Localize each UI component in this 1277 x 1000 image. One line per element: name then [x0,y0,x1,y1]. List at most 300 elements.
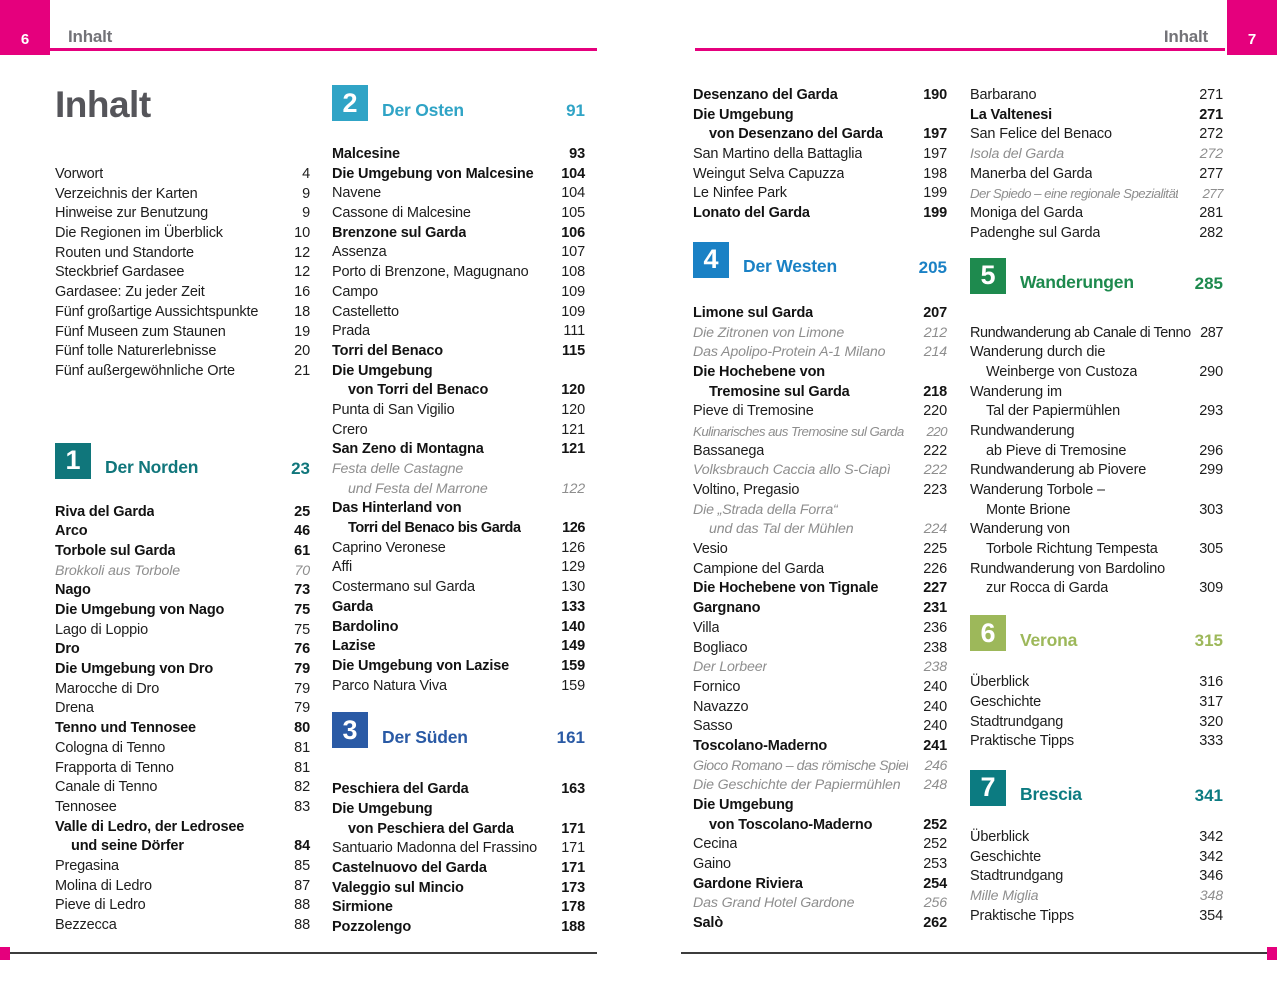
entry-title: und das Tal der Mühlen [709,521,854,538]
entry-page: 171 [561,820,585,837]
toc-entry [970,461,1223,481]
toc-entry [970,422,1223,442]
entry-page: 212 [923,324,947,341]
entry-page: 61 [294,542,310,559]
entry-title: Manerba del Garda [970,165,1093,182]
entry-title: Assenza [332,244,387,261]
entry-page: 207 [923,304,947,321]
chapter-number-box [970,615,1006,651]
entry-page: 277 [1199,165,1223,182]
footer-corner-block-right [1267,947,1277,960]
entry-title: Costermano sul Garda [332,579,475,596]
toc-entry [55,798,310,818]
toc-entry [970,442,1223,462]
entry-page: 238 [923,659,947,676]
entry-title: Fünf tolle Naturerlebnisse [55,343,217,360]
toc-entry [970,165,1223,185]
entry-page: 83 [294,798,310,815]
chapter-title: Der Norden [105,457,199,478]
toc-entry [55,283,310,303]
chapter-heading [55,443,310,479]
entry-title: Sirmione [332,899,393,916]
entry-page: 248 [923,777,947,794]
footer-rule-right [681,952,1267,954]
toc-entry [332,303,585,323]
toc-entry [332,480,585,500]
entry-page: 171 [561,860,585,876]
entry-title: Gaino [693,856,731,873]
entry-title: Pozzolengo [332,919,412,936]
toc-entry [55,699,310,719]
entry-title: Pieve di Tremosine [693,403,814,420]
toc-entry [55,542,310,562]
toc-entry [693,383,947,403]
entry-title: Caprino Veronese [332,539,446,556]
entry-title: Parco Natura Viva [332,677,447,694]
header-title-left: Inhalt [68,27,113,46]
toc-entry [332,859,585,879]
entry-title: Praktische Tipps [970,733,1074,750]
entry-page: 220 [923,403,947,420]
entry-page: 126 [561,539,585,556]
entry-title: ab Pieve di Tremosine [986,442,1127,459]
chapter-number-box [970,770,1006,806]
entry-title: Wanderung von [970,521,1070,538]
toc-entry [55,759,310,779]
toc-entry [332,421,585,441]
toc-title: Inhalt [55,84,151,125]
chapter-page: 91 [566,101,585,120]
toc-entry [332,440,585,460]
entry-title: Kulinarisches aus Tremosine sul Garda [693,423,904,439]
entry-title: Cassone di Malcesine [332,205,471,222]
entry-title: Der Spiedo – eine regionale Spezialität [970,186,1179,202]
entry-page: 271 [1199,106,1223,123]
toc-entry [970,887,1223,907]
entry-page: 316 [1199,674,1223,691]
toc-entry [55,778,310,798]
entry-title: Malcesine [332,146,400,162]
entry-title: Routen und Standorte [55,244,194,261]
entry-page: 88 [294,897,310,914]
toc-entry [332,224,585,244]
chapter-page: 341 [1194,785,1223,805]
entry-page: 87 [294,877,310,894]
toc-entry [55,224,310,244]
toc-entry [693,363,947,383]
toc-column-3 [693,86,947,934]
entry-title: Die Zitronen von Limone [693,324,845,341]
entry-title: Campione del Garda [693,560,825,577]
entry-title: Porto di Brenzone, Magugnano [332,264,529,281]
entry-page: 348 [1199,887,1223,904]
entry-page: 121 [561,421,585,438]
entry-title: La Valtenesi [970,106,1053,123]
entry-title: Torbole Richtung Tempesta [986,541,1158,558]
entry-title: Wanderung durch die [970,344,1106,361]
toc-entry [693,599,947,619]
entry-page: 342 [1199,828,1223,845]
toc-entry [332,558,585,578]
entry-page: 171 [561,840,585,857]
toc-entry [693,737,947,757]
entry-page: 84 [294,838,310,855]
entry-title: Lago di Loppio [55,621,149,638]
chapter-title: Der Süden [382,726,468,747]
toc-entry [332,401,585,421]
entry-title: Tremosine sul Garda [709,383,850,400]
toc-entry [332,618,585,638]
entry-title: Die Geschichte der Papiermühlen [693,777,901,794]
toc-column-2 [332,85,585,938]
toc-entry [693,402,947,422]
entry-title: Desenzano del Garda [693,87,838,103]
toc-entry [55,581,310,601]
entry-title: Tal der Papiermühlen [986,403,1121,420]
toc-entry [332,578,585,598]
entry-title: Weingut Selva Capuzza [693,165,845,182]
toc-entry [693,165,947,185]
entry-page: 354 [1199,907,1223,924]
toc-entry [332,165,585,185]
toc-entry [55,680,310,700]
entry-page: 9 [302,185,310,202]
entry-title: Fünf außergewöhnliche Orte [55,362,235,379]
entry-title: Die Umgebung von Malcesine [332,165,534,182]
entry-page: 240 [923,678,947,695]
entry-title: San Martino della Battaglia [693,146,863,163]
toc-entry [332,677,585,697]
entry-title: Prada [332,323,370,340]
toc-entry [55,562,310,582]
toc-entry [332,800,585,820]
entry-page: 299 [1199,462,1223,479]
entry-page: 226 [923,560,947,577]
entry-page: 109 [561,303,585,320]
entry-title: Moniga del Garda [970,205,1083,222]
entry-page: 199 [923,185,947,202]
toc-entry [693,698,947,718]
entry-page: 20 [294,343,310,360]
entry-page: 19 [294,323,310,340]
toc-entry [970,383,1223,403]
toc-entry [332,381,585,401]
entry-page: 197 [923,146,947,163]
entry-title: Navene [332,185,382,202]
entry-title: Gardasee: Zu jeder Zeit [55,284,205,301]
toc-entry [55,857,310,877]
toc-entry [332,898,585,918]
entry-title: Die Umgebung von Lazise [332,657,510,674]
toc-entry [332,283,585,303]
chapter-page: 161 [556,728,585,748]
entry-title: Castelletto [332,303,399,320]
entry-page: 225 [923,541,947,558]
entry-page: 80 [294,720,310,737]
toc-entry [970,828,1223,848]
entry-title: Padenghe sul Garda [970,224,1101,241]
chapter-number-box [332,85,368,121]
entry-page: 120 [561,401,585,418]
toc-entry [970,713,1223,733]
toc-entry [332,322,585,342]
entry-title: Valle di Ledro, der Ledrosee [55,818,245,835]
entry-page: 240 [923,698,947,715]
entry-title: Frapporta di Tenno [55,759,174,776]
entry-page: 224 [923,521,947,538]
entry-title: Fünf Museen zum Staunen [55,323,226,340]
toc-entry [332,879,585,899]
entry-page: 79 [294,661,310,678]
entry-page: 227 [923,580,947,597]
entry-page: 12 [294,244,310,261]
entry-page: 4 [302,166,310,182]
toc-entry [693,796,947,816]
entry-page: 12 [294,264,310,281]
toc-entry [693,324,947,344]
toc-entry [693,106,947,126]
toc-entry [970,184,1223,204]
toc-entry [970,204,1223,224]
entry-title: Monte Brione [986,501,1071,518]
entry-title: Isola del Garda [970,146,1064,163]
chapter-number: 1 [65,445,81,476]
entry-page: 222 [923,442,947,459]
entry-title: San Zeno di Montagna [332,441,484,458]
toc-column-4 [970,86,1223,926]
entry-page: 108 [561,264,585,281]
footer-rule-left [10,952,597,954]
entry-page: 252 [923,816,947,833]
toc-entry [970,481,1223,501]
entry-title: Bassanega [693,442,765,459]
chapter-heading [970,770,1223,806]
entry-page: 309 [1199,580,1223,597]
entry-page: 104 [561,185,585,202]
toc-entry [693,835,947,855]
entry-page: 178 [561,899,585,916]
toc-entry [970,145,1223,165]
toc-entry [55,739,310,759]
entry-title: Barbarano [970,87,1037,103]
entry-title: Gioco Romano – das römische Spiel [693,757,909,774]
chapter-page: 285 [1194,273,1223,293]
entry-page: 70 [294,562,310,579]
entry-title: Die Umgebung [693,797,794,813]
toc-entry [970,501,1223,521]
entry-title: Wanderung im [970,383,1062,400]
entry-title: Toscolano-Maderno [693,737,828,754]
toc-entry [970,732,1223,752]
entry-title: Festa delle Castagne [332,461,464,477]
toc-entry [970,907,1223,927]
toc-entry [693,894,947,914]
toc-entry [55,837,310,857]
toc-entry [693,855,947,875]
chapter-number-box [55,443,91,479]
chapter-title: Verona [1020,629,1078,650]
chapter-number: 4 [703,244,719,275]
entry-page: 173 [561,879,585,896]
entry-title: Castelnuovo del Garda [332,860,487,876]
page-number-left: 6 [0,0,50,55]
entry-title: Das Apolipo-Protein A-1 Milano [693,344,886,361]
entry-title: von Desenzano del Garda [709,126,883,143]
entry-page: 254 [923,875,947,892]
entry-page: 241 [923,737,947,754]
toc-entry [693,717,947,737]
entry-page: 256 [923,895,947,912]
entry-page: 159 [561,657,585,674]
toc-entry [332,637,585,657]
entry-title: Das Grand Hotel Gardone [693,895,855,912]
entry-page: 76 [294,641,310,658]
entry-title: Limone sul Garda [693,304,814,321]
entry-page: 199 [923,205,947,222]
entry-title: Peschiera del Garda [332,781,469,798]
entry-title: Tenno und Tennosee [55,720,196,737]
toc-entry [970,363,1223,383]
entry-page: 272 [1199,146,1223,163]
chapter-title: Wanderungen [1020,272,1134,292]
entry-page: 240 [923,718,947,735]
toc-entry [55,323,310,343]
toc-entry [332,820,585,840]
entry-page: 10 [294,225,310,242]
entry-page: 115 [562,342,585,359]
entry-page: 223 [923,482,947,498]
toc-entry [332,362,585,382]
entry-page: 159 [561,677,585,694]
toc-entry [970,224,1223,244]
entry-title: Brenzone sul Garda [332,224,467,241]
toc-entry [55,522,310,542]
toc-entry [55,916,310,936]
entry-page: 296 [1199,442,1223,459]
entry-title: Lazise [332,638,376,655]
toc-entry [693,461,947,481]
entry-page: 198 [923,165,947,182]
toc-entry [693,560,947,580]
toc-entry [693,442,947,462]
toc-entry [55,303,310,323]
toc-entry [693,678,947,698]
entry-page: 277 [1202,186,1223,202]
entry-title: Die Umgebung von Dro [55,661,214,678]
chapter-number: 3 [342,714,358,745]
toc-entry [55,204,310,224]
entry-title: Torri del Benaco bis Garda [348,520,521,537]
toc-entry [970,693,1223,713]
entry-page: 75 [294,602,310,618]
entry-title: Mille Miglia [970,887,1039,904]
toc-entry [693,757,947,777]
toc-entry [970,106,1223,126]
chapter-page: 315 [1194,631,1223,651]
entry-title: Die „Strada della Forra“ [693,501,838,518]
entry-title: Garda [332,598,374,615]
toc-entry [332,499,585,519]
entry-title: Dro [55,641,80,658]
entry-page: 149 [561,638,585,655]
entry-page: 342 [1199,848,1223,865]
entry-title: Fünf großartige Aussichtspunkte [55,303,259,320]
toc-entry [693,579,947,599]
chapter-page: 23 [291,458,310,478]
entry-page: 109 [561,283,585,300]
entry-title: Lonato del Garda [693,205,810,222]
toc-entry [55,503,310,523]
entry-title: Stadtrundgang [970,868,1064,885]
entry-page: 104 [561,165,585,182]
entry-title: Arco [55,523,88,540]
toc-entry [55,342,310,362]
entry-title: Salò [693,915,724,932]
entry-title: Punta di San Vigilio [332,401,455,418]
entry-title: Die Hochebene von [693,363,826,380]
toc-entry [55,165,310,185]
toc-entry [693,145,947,165]
entry-page: 81 [294,759,310,776]
entry-page: 85 [294,857,310,874]
toc-entry [693,481,947,501]
entry-title: Verzeichnis der Karten [55,185,198,202]
entry-title: San Felice del Benaco [970,126,1112,143]
toc-entry [55,818,310,838]
toc-entry [970,540,1223,560]
entry-title: Campo [332,283,378,300]
toc-entry [970,560,1223,580]
entry-title: Villa [693,619,720,636]
entry-page: 107 [561,244,585,261]
entry-page: 122 [561,480,585,497]
toc-entry [970,86,1223,106]
entry-title: Tennosee [55,798,117,815]
entry-page: 220 [926,423,947,439]
spacer [55,382,310,428]
chapter-number-box [332,712,368,748]
entry-page: 190 [923,87,947,103]
entry-title: Praktische Tipps [970,907,1074,924]
entry-title: Pregasina [55,857,119,874]
chapter-heading [332,712,585,748]
entry-page: 9 [302,205,310,222]
entry-title: Hinweise zur Benutzung [55,205,209,222]
toc-entry [332,243,585,263]
toc-entry [55,185,310,205]
entry-title: Santuario Madonna del Frassino [332,840,538,857]
toc-entry [332,204,585,224]
page-number-right: 7 [1227,0,1277,55]
entry-title: Rundwanderung ab Piovere [970,462,1147,479]
toc-entry [693,204,947,224]
entry-title: Nago [55,582,91,599]
entry-title: Die Regionen im Überblick [55,225,223,242]
toc-entry [332,780,585,800]
chapter-number: 6 [980,617,996,648]
entry-page: 121 [561,441,585,458]
chapter-heading [970,258,1223,294]
toc-entry [970,848,1223,868]
toc-entry [332,918,585,938]
entry-page: 25 [294,503,310,520]
toc-entry [970,402,1223,422]
chapter-number: 7 [980,772,996,803]
entry-page: 253 [923,856,947,873]
entry-page: 281 [1199,205,1223,222]
toc-entry [970,673,1223,693]
header-rule-left [50,48,597,51]
